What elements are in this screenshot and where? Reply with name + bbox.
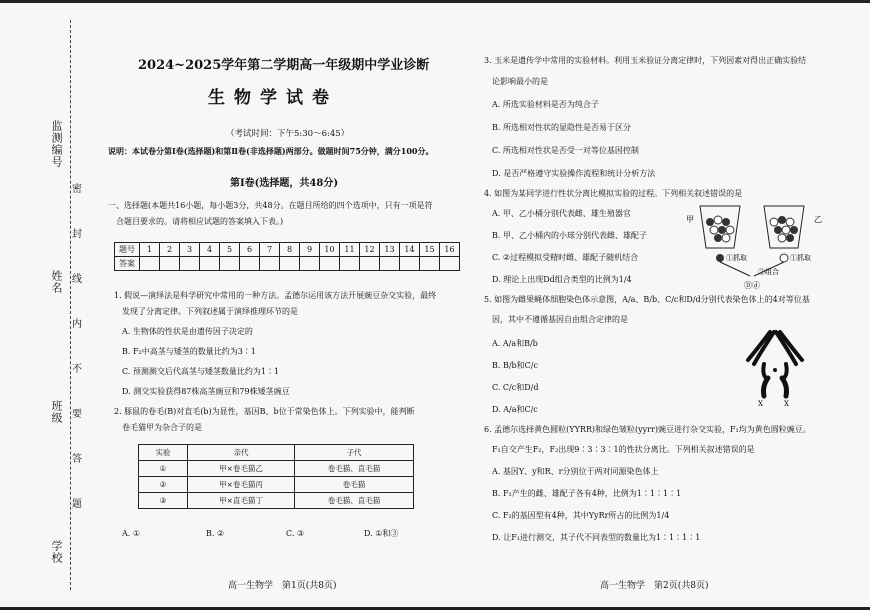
question-number: 1: [140, 243, 160, 257]
table-row: [139, 493, 414, 509]
q3-option-b[interactable]: B. 所选相对性状的显隐性是否易于区分: [492, 123, 631, 132]
answer-cell[interactable]: [180, 257, 200, 271]
q6-option-b[interactable]: B. F₁产生的雌、雄配子各有4种，比例为1∶1∶1∶1: [492, 489, 682, 498]
q5-stem: 5. 如图为雌果蝇体细胞染色体示意图，A/a、B/b、C/c和D/d分别代表染色体上的4对等位基: [484, 295, 810, 304]
exam-time: （考试时间：下午5:30～6:45）: [226, 129, 350, 139]
label-yi: 乙: [814, 215, 822, 224]
answer-cell[interactable]: [420, 257, 440, 271]
question-number: 3: [180, 243, 200, 257]
answer-cell[interactable]: [240, 257, 260, 271]
q1-option-b[interactable]: B. F₂中高茎与矮茎的数量比约为3∶1: [122, 347, 256, 356]
q2-option-c[interactable]: C. ③: [286, 529, 305, 538]
margin-label-id: 监测编号: [50, 120, 63, 168]
q3-stem: 论影响最小的是: [492, 77, 548, 86]
answer-cell[interactable]: [300, 257, 320, 271]
page-footer: 高一生物学 第2页(共8页): [600, 581, 709, 591]
top-border: [0, 0, 870, 3]
answer-cell[interactable]: [340, 257, 360, 271]
q5-option-c[interactable]: C. C/c和D/d: [492, 383, 539, 392]
q2-option-a[interactable]: A. ①: [122, 529, 141, 538]
q3-option-c[interactable]: C. 所选相对性状是否受一对等位基因控制: [492, 146, 639, 155]
answer-cell[interactable]: [440, 257, 460, 271]
instructions: 说明：本试卷分第Ⅰ卷(选择题)和第Ⅱ卷(非选择题)两部分。做题时间75分钟，满分100分。: [108, 146, 434, 156]
arrow-line: [720, 262, 750, 276]
cross-cell: 卷毛猫: [295, 477, 414, 493]
seal-char: 要: [72, 409, 82, 420]
question-number: 2: [160, 243, 180, 257]
label-combine: ②组合: [758, 268, 779, 276]
question-number: 6: [240, 243, 260, 257]
chromosome-x: X: [784, 400, 789, 408]
q3-option-d[interactable]: D. 是否严格遵守实验操作流程和统计分析方法: [492, 169, 656, 178]
cross-cell: 甲×卷毛猫丙: [188, 477, 295, 493]
q4-option-b[interactable]: B. 甲、乙小桶内的小球分别代表雌、雄配子: [492, 231, 647, 240]
question-number: 8: [280, 243, 300, 257]
cross-cell: 甲×直毛猫丁: [188, 493, 295, 509]
q2-stem: 2. 豚鼠的卷毛(B)对直毛(b)为显性，基因B、b位于常染色体上。下列实验中，能判断: [114, 407, 415, 416]
seal-char: 封: [72, 229, 82, 240]
question-number: 9: [300, 243, 320, 257]
section-intro: 合题目要求的。请将相应试题的答案填入下表。): [116, 217, 284, 226]
answer-table-header: 题号: [115, 243, 140, 257]
simulation-figure: [678, 200, 848, 290]
cross-cell: 卷毛猫、直毛猫: [295, 493, 414, 509]
cross-table-header: 子代: [295, 445, 414, 461]
answer-cell[interactable]: [360, 257, 380, 271]
q3-stem: 3. 玉米是遗传学中常用的实验材料。利用玉米验证分离定律时，下列因素对得出正确实验结: [484, 56, 807, 65]
q1-stem: 1. 假说—演绎法是科学研究中常用的一种方法。孟德尔运用该方法开展豌豆杂交实验，最终: [114, 291, 437, 300]
margin-label-class: 班级: [50, 400, 63, 424]
label-dd: Ⓓⓓ: [744, 281, 760, 290]
q4-option-a[interactable]: A. 甲、乙小桶分别代表雌、雄生殖器官: [492, 209, 631, 218]
question-number: 14: [400, 243, 420, 257]
answer-cell[interactable]: [260, 257, 280, 271]
ball-cluster-jia: [706, 216, 734, 242]
cross-table-header: 亲代: [188, 445, 295, 461]
answer-table: [114, 242, 460, 271]
margin-label-name: 姓名: [50, 270, 63, 294]
cross-cell: 甲×卷毛猫乙: [188, 461, 295, 477]
question-number: 16: [440, 243, 460, 257]
subject-title: 生物学试卷: [208, 88, 338, 108]
q4-option-d[interactable]: D. 理论上出现Dd组合类型的比例为1/4: [492, 275, 632, 284]
q2-option-d[interactable]: D. ①和③: [364, 529, 399, 538]
drawn-ball: [716, 254, 724, 262]
q5-option-a[interactable]: A. A/a和B/b: [492, 339, 538, 348]
seal-char: 线: [72, 274, 82, 285]
q1-option-d[interactable]: D. 测交实验获得87株高茎豌豆和79株矮茎豌豆: [122, 387, 290, 396]
q1-option-a[interactable]: A. 生物体的性状是由遗传因子决定的: [122, 327, 253, 336]
label-draw-1: ①抓取: [726, 254, 747, 262]
answer-cell[interactable]: [320, 257, 340, 271]
q5-stem: 因，其中不遵循基因自由组合定律的是: [492, 315, 628, 324]
label-jia: 甲: [686, 215, 694, 224]
answer-cell[interactable]: [220, 257, 240, 271]
q6-stem: F₁自交产生F₂，F₂出现9∶3∶3∶1的性状分离比。下列相关叙述错误的是: [492, 445, 755, 454]
q1-option-c[interactable]: C. 预测测交后代高茎与矮茎数量比约为1∶1: [122, 367, 280, 376]
table-row: [139, 461, 414, 477]
question-number: 15: [420, 243, 440, 257]
answer-row-label: 答案: [115, 257, 140, 271]
q1-stem: 发现了分离定律。下列叙述属于演绎推理环节的是: [122, 307, 298, 316]
question-number: 4: [200, 243, 220, 257]
seal-char: 答: [72, 454, 82, 465]
q3-option-a[interactable]: A. 所选实验材料是否为纯合子: [492, 100, 599, 109]
question-number: 11: [340, 243, 360, 257]
q6-option-a[interactable]: A. 基因Y、y和R、r分别位于两对同源染色体上: [492, 467, 659, 476]
cross-cell: 卷毛猫、直毛猫: [295, 461, 414, 477]
q6-stem: 6. 孟德尔选择黄色圆粒(YYRR)和绿色皱粒(yyrr)豌豆进行杂交实验，F₁均为黄色圆粒豌豆。: [484, 425, 811, 434]
seal-line: [70, 20, 71, 590]
cross-cell: ①: [139, 461, 188, 477]
answer-cell[interactable]: [400, 257, 420, 271]
margin-label-school: 学校: [50, 540, 63, 564]
cross-table: [138, 444, 414, 509]
answer-cell[interactable]: [140, 257, 160, 271]
binding-margin: [0, 0, 100, 610]
chromosome-figure: [740, 326, 810, 408]
seal-char: 题: [72, 499, 82, 510]
drawn-ball: [780, 254, 788, 262]
question-number: 7: [260, 243, 280, 257]
q4-stem: 4. 如图为某同学进行性状分离比模拟实验的过程。下列相关叙述错误的是: [484, 189, 743, 198]
q5-option-b[interactable]: B. B/b和C/c: [492, 361, 538, 370]
cross-cell: ②: [139, 477, 188, 493]
seal-char: 不: [72, 364, 82, 375]
answer-cell[interactable]: [160, 257, 180, 271]
chromosome-x: X: [758, 400, 763, 408]
seal-char: 密: [72, 184, 82, 195]
q2-option-b[interactable]: B. ②: [206, 529, 225, 538]
q6-option-d[interactable]: D. 让F₁进行测交，其子代不同表型的数量比为1∶1∶1∶1: [492, 533, 701, 542]
table-row: [139, 477, 414, 493]
answer-cell[interactable]: [380, 257, 400, 271]
exam-title: 2024~2025学年第二学期高一年级期中学业诊断: [138, 58, 430, 73]
question-number: 5: [220, 243, 240, 257]
ball-cluster-yi: [770, 216, 798, 242]
question-number: 12: [360, 243, 380, 257]
cross-table-header: 实验: [139, 445, 188, 461]
q6-option-c[interactable]: C. F₂的基因型有4种，其中YyRr所占的比例为1/4: [492, 511, 670, 520]
question-number: 13: [380, 243, 400, 257]
cross-cell: ③: [139, 493, 188, 509]
seal-char: 内: [72, 319, 82, 330]
page-footer: 高一生物学 第1页(共8页): [228, 581, 337, 591]
question-number: 10: [320, 243, 340, 257]
answer-cell[interactable]: [280, 257, 300, 271]
section-intro: 一、选择题(本题共16小题，每小题3分，共48分。在题目所给的四个选项中，只有一项是符: [108, 201, 433, 210]
q2-stem: 卷毛猫甲为杂合子的是: [122, 423, 202, 432]
q5-option-d[interactable]: D. A/a和C/c: [492, 405, 538, 414]
label-draw-2: ①抓取: [790, 254, 811, 262]
q4-option-c[interactable]: C. ②过程模拟受精时雌、雄配子随机结合: [492, 253, 639, 262]
answer-cell[interactable]: [200, 257, 220, 271]
section-title: 第Ⅰ卷(选择题，共48分): [230, 178, 339, 189]
